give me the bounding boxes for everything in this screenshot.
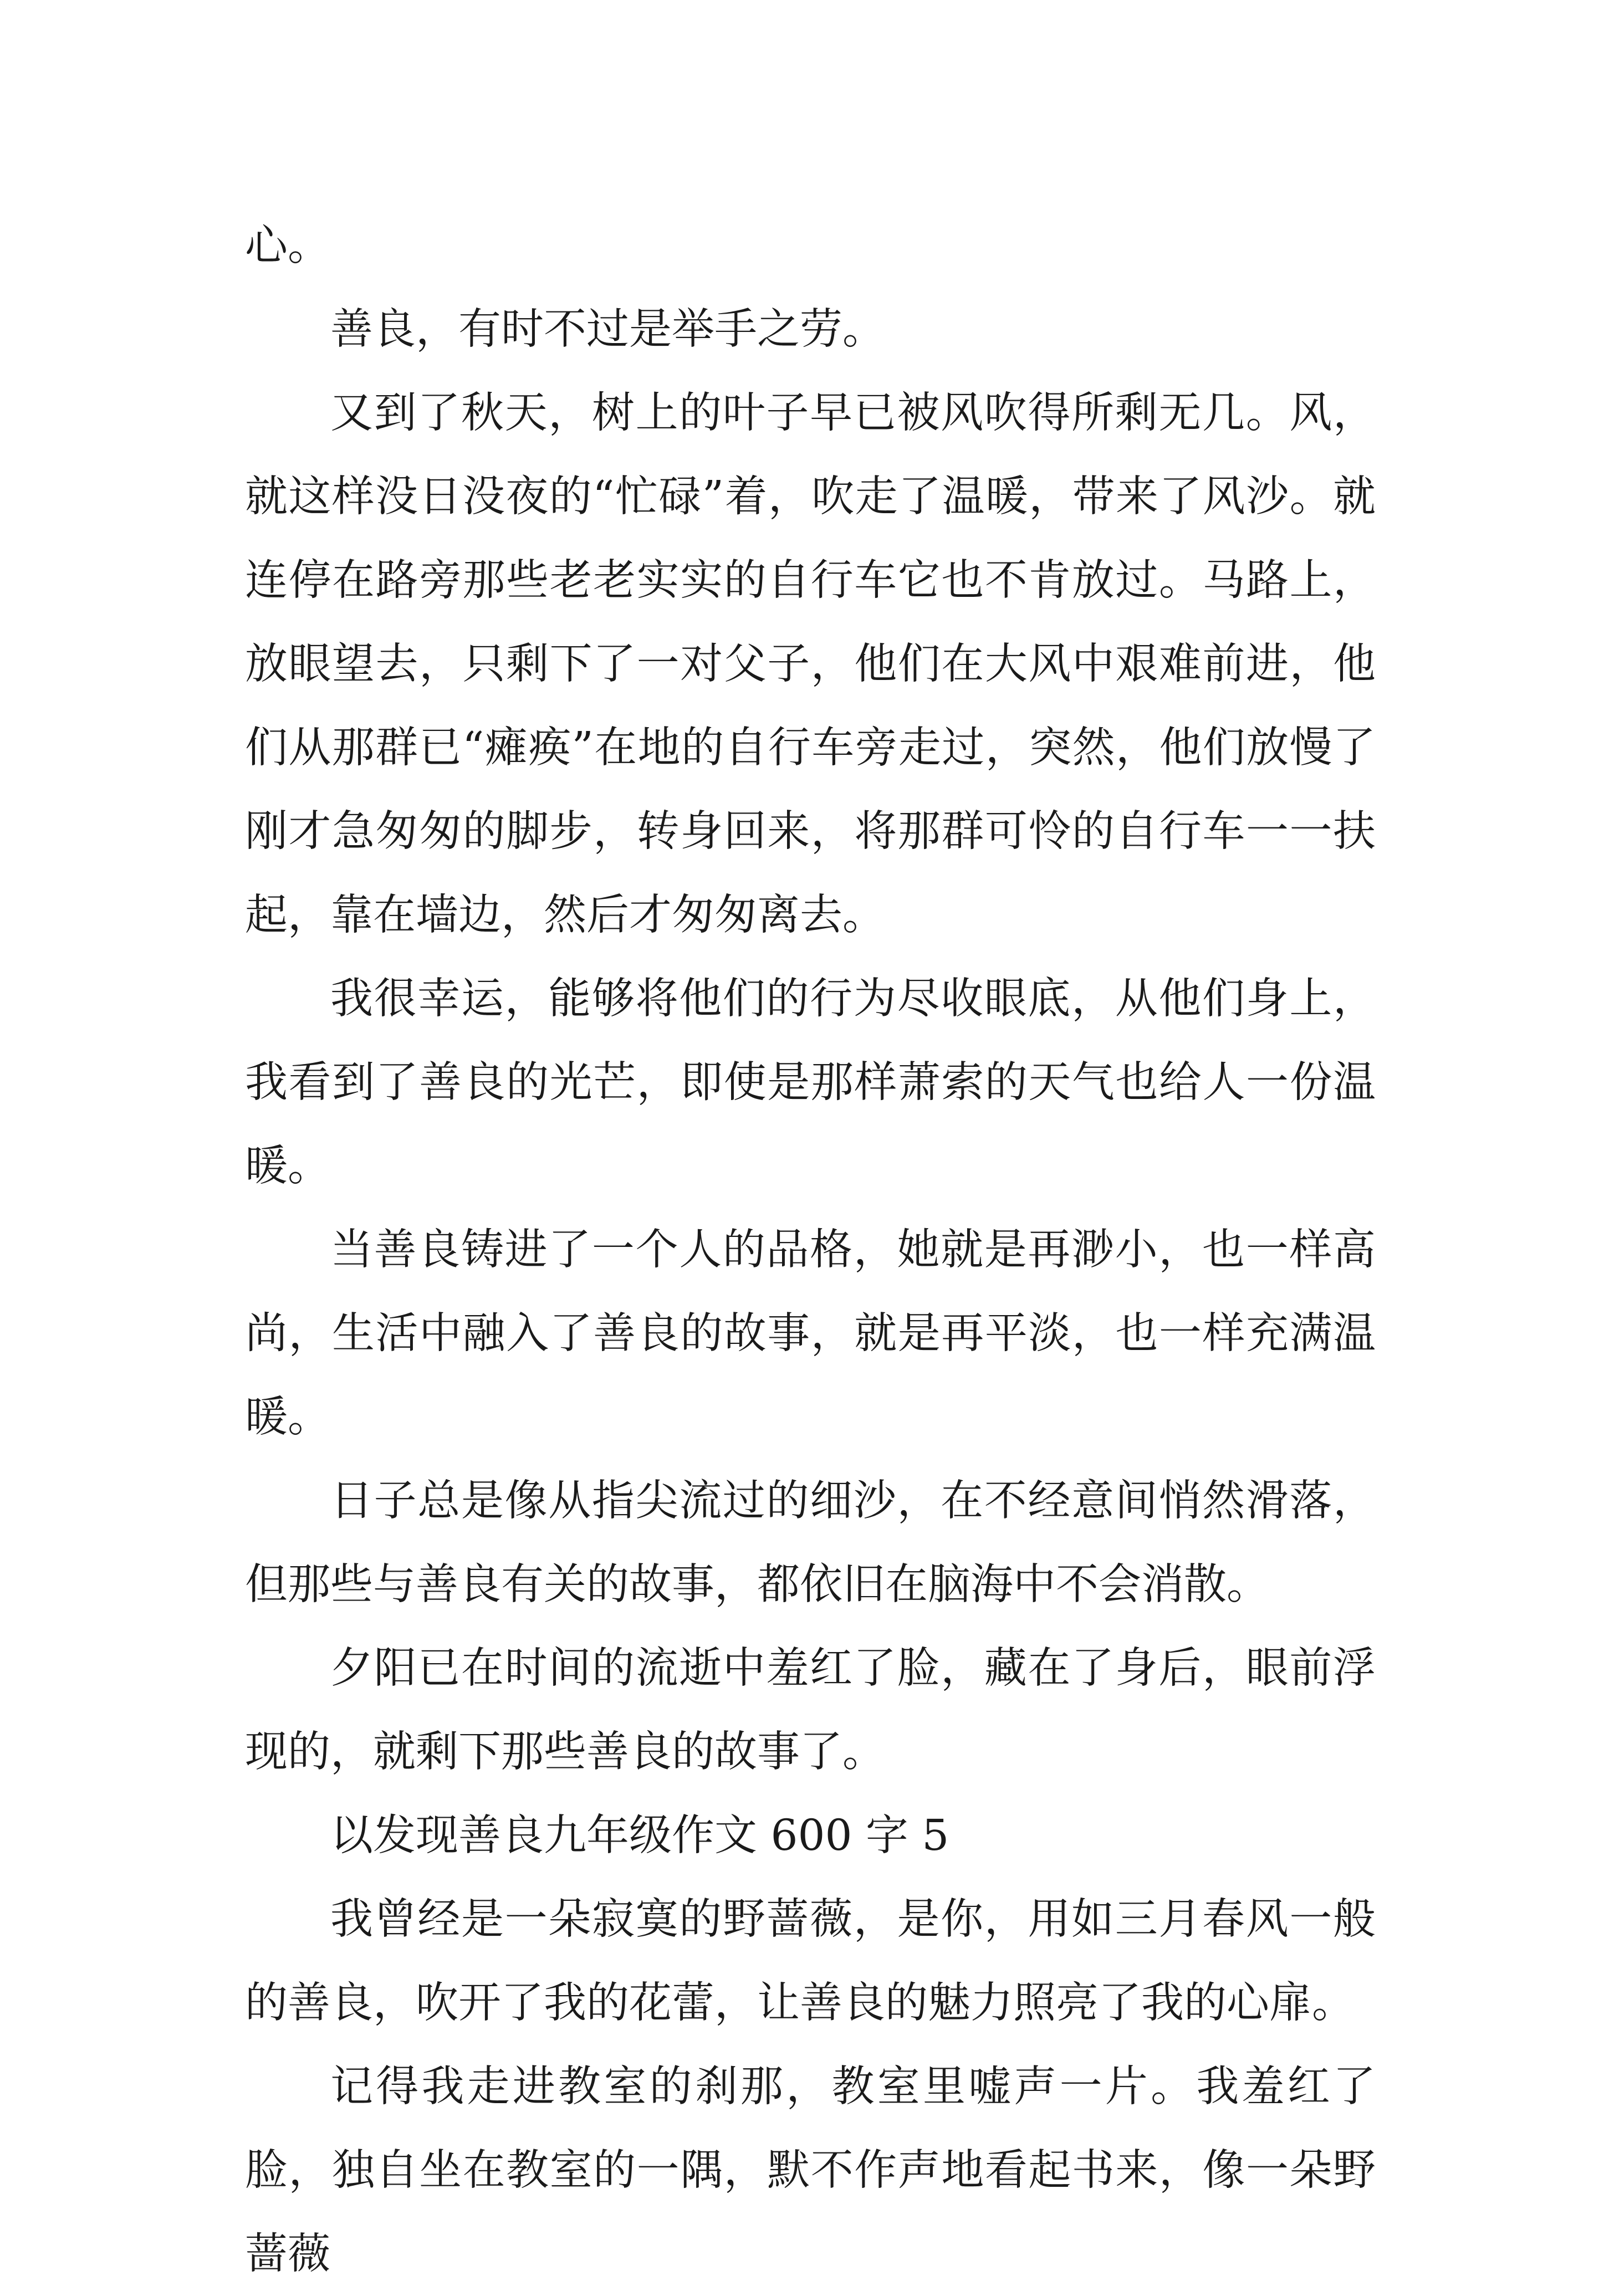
paragraph: 我曾经是一朵寂寞的野蔷薇，是你，用如三月春风一般的善良，吹开了我的花蕾，让善良的魅力照亮了我的心扉。	[245, 1895, 1376, 2028]
paragraph: 夕阳已在时间的流逝中羞红了脸，藏在了身后，眼前浮现的，就剩下那些善良的故事了。	[245, 1644, 1376, 1777]
paragraph: 当善良铸进了一个人的品格，她就是再渺小，也一样高尚，生活中融入了善良的故事，就是再平淡，也一样充满温暖。	[245, 1225, 1376, 1442]
paragraph: 记得我走进教室的刹那，教室里嘘声一片。我羞红了脸，独自坐在教室的一隅，默不作声地看起书来，像一朵野蔷薇	[245, 2062, 1376, 2279]
paragraph: 我很幸运，能够将他们的行为尽收眼底，从他们身上，我看到了善良的光芒，即使是那样萧索的天气也给人一份温暖。	[245, 974, 1376, 1191]
paragraph: 日子总是像从指尖流过的细沙，在不经意间悄然滑落，但那些与善良有关的故事，都依旧在脑海中不会消散。	[245, 1476, 1376, 1609]
paragraph: 又到了秋天，树上的叶子早已被风吹得所剩无几。风，就这样没日没夜的“忙碌”着，吹走了温暖，带来了风沙。就连停在路旁那些老老实实的自行车它也不肯放过。马路上，放眼望去，只剩下了一对父子，他们在大风中艰难前进，他们从那群已“瘫痪”在地的自行车旁走过，突然，他们放慢了刚才急匆匆的脚步，转身回来，将那群可怜的自行车一一扶起，靠在墙边，然后才匆匆离去。	[245, 388, 1376, 940]
document-body	[245, 204, 1376, 2296]
paragraph-continuation: 心。	[245, 221, 330, 270]
paragraph: 善良，有时不过是举手之劳。	[330, 305, 885, 354]
section-heading: 以发现善良九年级作文 600 字 5	[330, 1811, 949, 1860]
